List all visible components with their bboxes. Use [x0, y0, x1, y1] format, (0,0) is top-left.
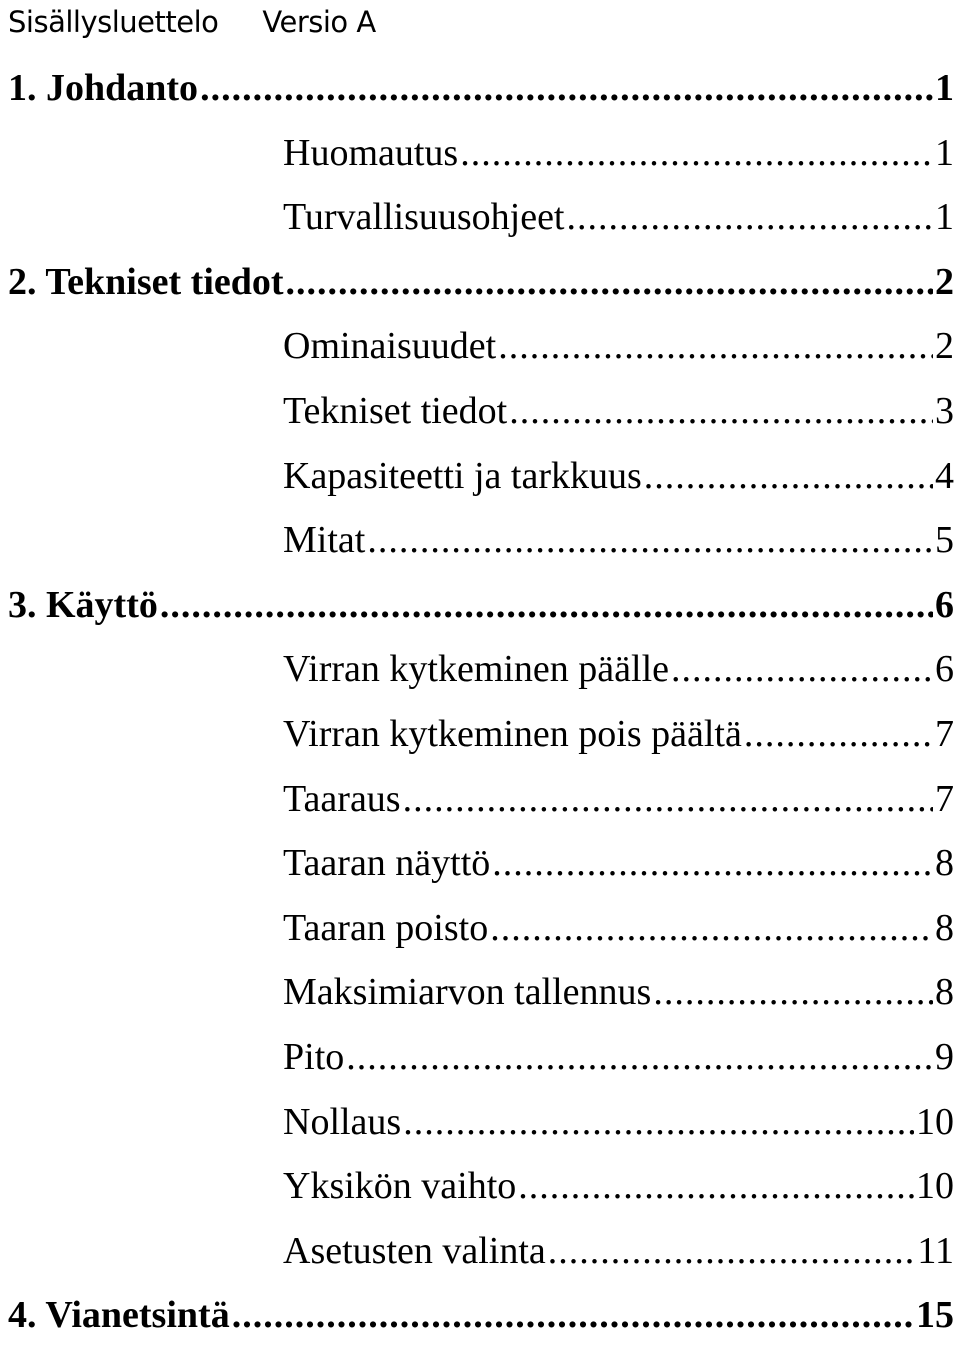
- toc-entry-title: 4. Vianetsintä: [8, 1294, 230, 1337]
- dot-leader: [200, 58, 933, 118]
- dot-leader: [460, 123, 933, 183]
- dot-leader: [403, 769, 933, 829]
- dot-leader: [232, 1285, 914, 1345]
- toc-chapter-entry[interactable]: [8, 1285, 954, 1345]
- toc-entry-title: Mitat: [283, 519, 366, 562]
- toc-section-entry[interactable]: [283, 123, 954, 183]
- dot-leader: [403, 1092, 914, 1152]
- toc-entry-title: 2. Tekniset tiedot: [8, 260, 284, 303]
- toc-section-entry[interactable]: [283, 1156, 954, 1216]
- toc-entry-title: Kapasiteetti ja tarkkuus: [283, 454, 642, 497]
- toc-section-entry[interactable]: [283, 1027, 954, 1087]
- toc-entry-title: 3. Käyttö: [8, 583, 158, 626]
- toc-section-entry[interactable]: [283, 381, 954, 441]
- toc-entry-title: Pito: [283, 1036, 345, 1078]
- toc-entry-title: Asetusten valinta: [283, 1229, 546, 1272]
- toc-entry-title: Taaran poisto: [283, 906, 489, 949]
- toc-page-number: 6: [935, 583, 954, 626]
- toc-page-number: 1: [935, 67, 954, 109]
- toc-section-entry[interactable]: [283, 704, 954, 764]
- toc-section-entry[interactable]: [283, 962, 954, 1022]
- dot-leader: [653, 962, 933, 1022]
- toc-page-number: 10: [916, 1165, 954, 1208]
- toc-page-number: 11: [917, 1229, 954, 1272]
- toc-chapter-entry[interactable]: [8, 252, 954, 312]
- toc-section-entry[interactable]: [283, 898, 954, 958]
- toc-section-entry[interactable]: [283, 1092, 954, 1152]
- toc-page-number: 7: [935, 713, 954, 755]
- toc-page-number: 10: [916, 1100, 954, 1143]
- toc-entry-title: Huomautus: [283, 131, 459, 174]
- toc-page-number: 7: [935, 777, 954, 820]
- toc-page-number: 8: [935, 971, 954, 1014]
- toc-entry-title: Turvallisuusohjeet: [283, 196, 565, 239]
- toc-section-entry[interactable]: [283, 833, 954, 893]
- dot-leader: [744, 704, 933, 764]
- toc-page-number: 1: [935, 196, 954, 239]
- dot-leader: [498, 316, 933, 376]
- dot-leader: [367, 510, 933, 570]
- toc-entry-title: Tekniset tiedot: [283, 390, 508, 432]
- dot-leader: [548, 1221, 916, 1281]
- toc-page-number: 15: [916, 1294, 954, 1337]
- toc-section-entry[interactable]: [283, 187, 954, 247]
- dot-leader: [286, 252, 933, 312]
- toc-page-number: 1: [935, 131, 954, 174]
- toc-page-number: 8: [935, 906, 954, 949]
- dot-leader: [567, 187, 934, 247]
- dot-leader: [671, 639, 933, 699]
- dot-leader: [160, 575, 933, 635]
- toc-chapter-entry[interactable]: [8, 575, 954, 635]
- toc-chapter-entry[interactable]: [8, 58, 954, 118]
- dot-leader: [644, 446, 933, 506]
- toc-entry-title: Taaran näyttö: [283, 842, 491, 885]
- toc-page-number: 9: [935, 1036, 954, 1078]
- toc-section-entry[interactable]: [283, 769, 954, 829]
- toc-page-number: 8: [935, 842, 954, 885]
- version-label: Versio A: [262, 5, 376, 39]
- toc-entry-title: Ominaisuudet: [283, 325, 497, 368]
- toc-page-number: 2: [935, 260, 954, 303]
- toc-entry-title: Taaraus: [283, 777, 401, 820]
- toc-page-number: 5: [935, 519, 954, 562]
- toc-page-number: 6: [935, 648, 954, 691]
- toc-section-entry[interactable]: [283, 639, 954, 699]
- document-header: [8, 2, 376, 42]
- toc-section-entry[interactable]: [283, 1221, 954, 1281]
- toc-section-entry[interactable]: [283, 510, 954, 570]
- dot-leader: [346, 1027, 933, 1087]
- toc-entry-title: Yksikön vaihto: [283, 1165, 517, 1208]
- toc-section-entry[interactable]: [283, 446, 954, 506]
- toc-entry-title: Maksimiarvon tallennus: [283, 971, 652, 1014]
- toc-entry-title: Virran kytkeminen pois päältä: [283, 713, 742, 755]
- toc-page-number: 3: [935, 390, 954, 432]
- dot-leader: [509, 381, 933, 441]
- dot-leader: [492, 833, 933, 893]
- dot-leader: [518, 1156, 914, 1216]
- toc-section-entry[interactable]: [283, 316, 954, 376]
- dot-leader: [490, 898, 933, 958]
- toc-entry-title: Virran kytkeminen päälle: [283, 648, 670, 691]
- toc-entry-title: Nollaus: [283, 1100, 402, 1143]
- toc-page-number: 2: [935, 325, 954, 368]
- toc-page-number: 4: [935, 454, 954, 497]
- toc-entry-title: 1. Johdanto: [8, 67, 199, 109]
- toc-heading: Sisällysluettelo: [8, 5, 219, 39]
